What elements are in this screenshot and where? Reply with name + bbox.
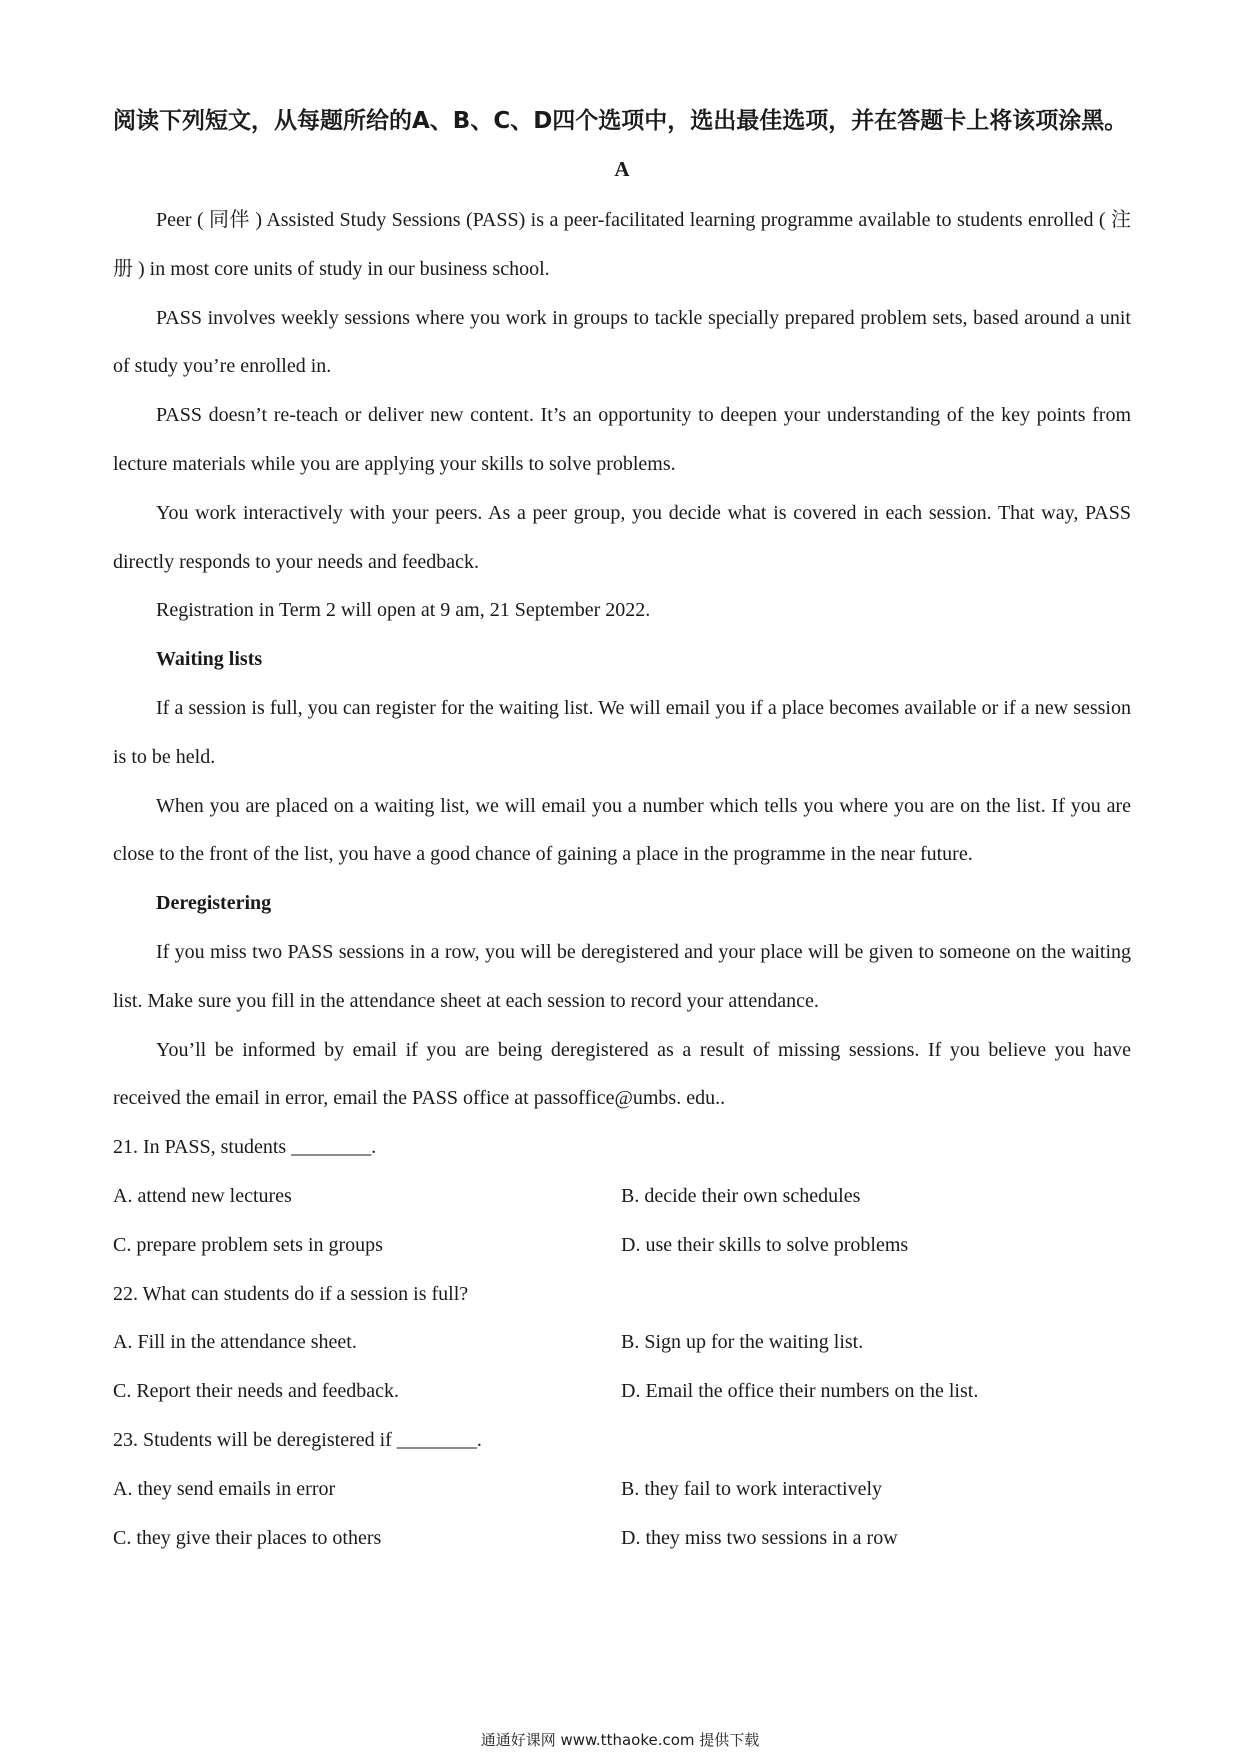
passage-paragraph-2: PASS involves weekly sessions where you work in groups to tackle specially prepared problem sets, based around a unit of study you’re enrolled in. xyxy=(113,306,1131,378)
answer-options xyxy=(113,1172,1131,1270)
option-d: D. Email the office their numbers on the list. xyxy=(621,1380,979,1403)
option-a: A. attend new lectures xyxy=(113,1184,292,1207)
question-22 xyxy=(113,1270,1131,1416)
deregistering-paragraph-1: If you miss two PASS sessions in a row, you will be deregistered and your place will be given to someone on the waiting list. Make sure you fill in the attendance sheet at each session to record your attendance. xyxy=(113,940,1131,1012)
option-b: B. Sign up for the waiting list. xyxy=(621,1331,864,1354)
option-c: C. prepare problem sets in groups xyxy=(113,1233,383,1256)
question-23 xyxy=(113,1416,1131,1562)
page-footer: 通通好课网 www.tthaoke.com 提供下载 xyxy=(480,1731,760,1749)
passage-paragraph-4: You work interactively with your peers. As a peer group, you decide what is covered in each session. That way, PASS directly responds to your needs and feedback. xyxy=(113,501,1131,573)
deregistering-heading: Deregistering xyxy=(156,892,272,915)
option-d: D. use their skills to solve problems xyxy=(621,1233,909,1256)
option-a: A. Fill in the attendance sheet. xyxy=(113,1331,357,1354)
question-stem: 23. Students will be deregistered if ________. xyxy=(113,1428,482,1451)
question-21 xyxy=(113,1123,1131,1269)
passage-paragraph-1: Peer ( 同伴 ) Assisted Study Sessions (PASS) is a peer-facilitated learning programme available to students enrolled ( 注册 ) in most core units of study in our business school. xyxy=(113,209,1131,280)
waiting-lists-heading: Waiting lists xyxy=(156,648,263,671)
passage-paragraph-3: PASS doesn’t re-teach or deliver new content. It’s an opportunity to deepen your understanding of the key points from lecture materials while you are applying your skills to solve problems. xyxy=(113,404,1131,475)
option-d: D. they miss two sessions in a row xyxy=(621,1526,898,1549)
section-letter: A xyxy=(614,157,630,181)
document-page xyxy=(113,96,1131,1562)
option-b: B. decide their own schedules xyxy=(621,1184,861,1207)
question-stem: 22. What can students do if a session is full? xyxy=(113,1282,469,1305)
option-a: A. they send emails in error xyxy=(113,1477,336,1500)
answer-options xyxy=(113,1465,1131,1563)
waiting-lists-paragraph-2: When you are placed on a waiting list, we will email you a number which tells you where you are on the list. If you are close to the front of the list, you have a good chance of gaining a place in the programme in the near future. xyxy=(113,794,1131,866)
instruction-text: 阅读下列短文，从每题所给的A、B、C、D四个选项中，选出最佳选项，并在答题卡上将该项涂黑。 xyxy=(113,108,1128,134)
option-c: C. Report their needs and feedback. xyxy=(113,1380,400,1403)
passage-paragraph-5: Registration in Term 2 will open at 9 am, 21 September 2022. xyxy=(156,599,651,622)
deregistering-paragraph-2: You’ll be informed by email if you are being deregistered as a result of missing sessions. If you believe you have received the email in error, email the PASS office at passoffice@umbs. edu.. xyxy=(113,1038,1131,1110)
option-c: C. they give their places to others xyxy=(113,1526,382,1549)
answer-options xyxy=(113,1318,1131,1416)
question-stem: 21. In PASS, students ________. xyxy=(113,1136,377,1159)
waiting-lists-paragraph-1: If a session is full, you can register for the waiting list. We will email you if a place becomes available or if a new session is to be held. xyxy=(113,696,1131,768)
option-b: B. they fail to work interactively xyxy=(621,1477,883,1500)
